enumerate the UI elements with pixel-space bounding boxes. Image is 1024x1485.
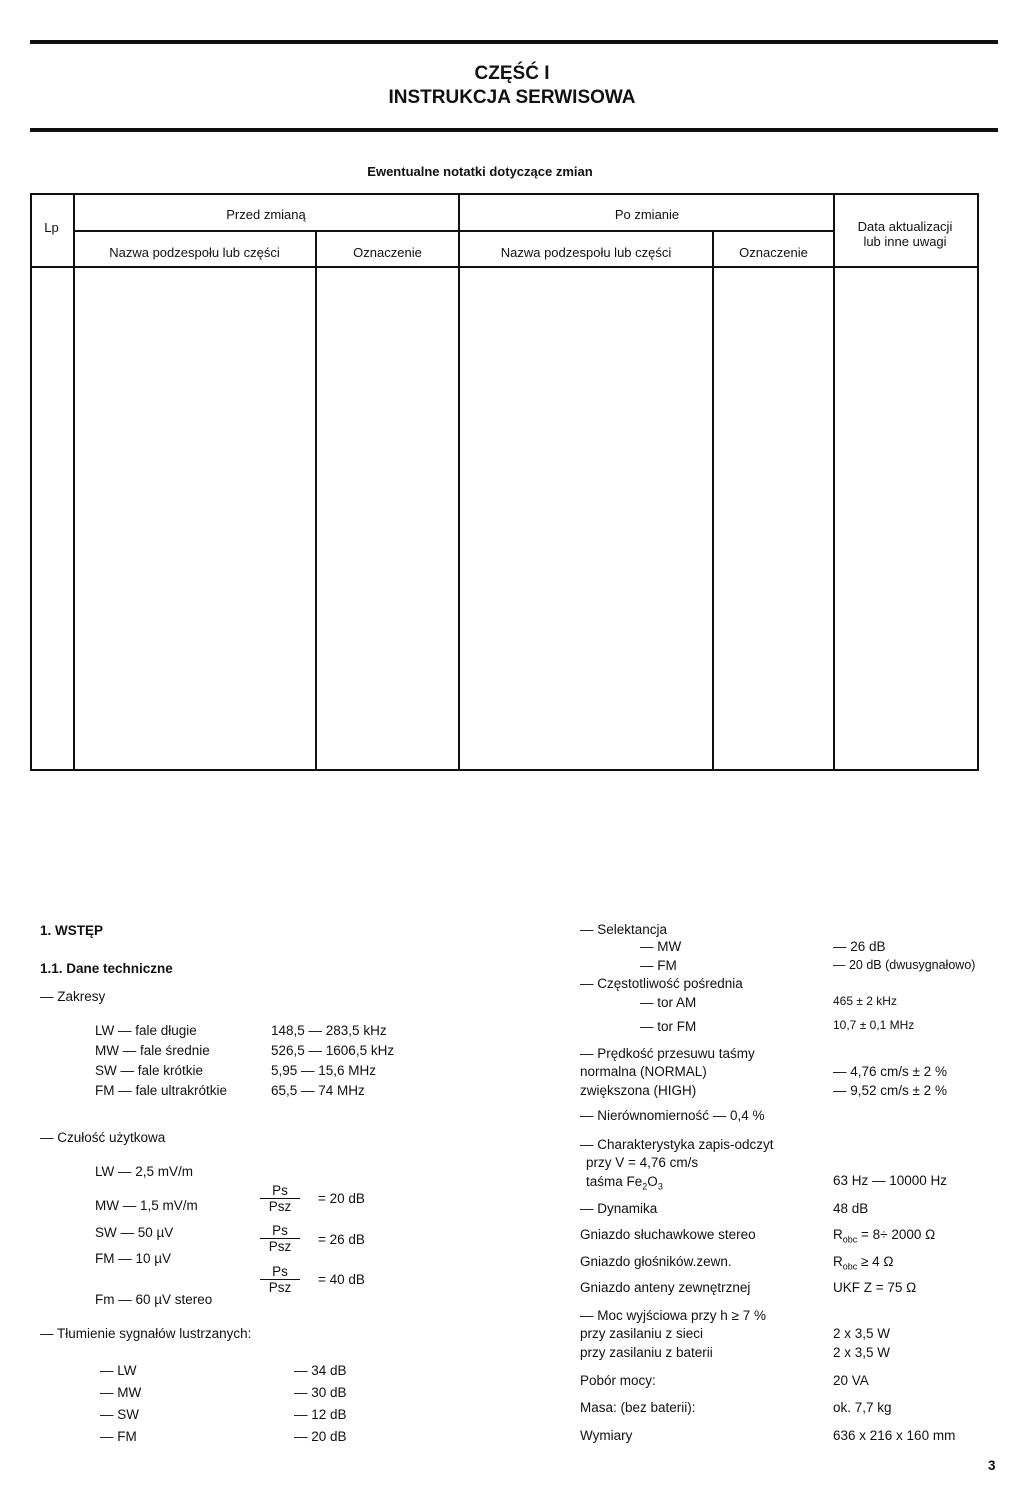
selectance-mw-value: — 26 dB [833,939,886,954]
power-label: — Moc wyjściowa przy h ≥ 7 % [580,1308,766,1323]
power-battery: przy zasilaniu z baterii [580,1345,713,1360]
tape-speed-high-value: — 9,52 cm/s ± 2 % [833,1083,947,1098]
selectance-mw: — MW [640,939,682,954]
consumption-label: Pobór mocy: [580,1373,656,1388]
header-name-after: Nazwa podzespołu lub części [500,245,672,260]
ratio-value: = 26 dB [318,1232,365,1247]
header-mark-before: Oznaczenie [353,245,422,260]
sensitivity-item: FM — 10 µV [95,1251,172,1266]
header-after: Po zmianie [614,207,680,222]
tape-speed-normal-value: — 4,76 cm/s ± 2 % [833,1064,947,1079]
mirror-value: — 30 dB [294,1385,347,1400]
ratio-fraction: Ps Psz [260,1264,300,1296]
wow-flutter: — Nierównomierność — 0,4 % [580,1108,765,1123]
sensitivity-item: SW — 50 µV [95,1225,174,1240]
response-label: — Charakterystyka zapis-odczyt [580,1137,774,1152]
if-am: — tor AM [640,995,697,1010]
table-subheader-rule [74,230,834,232]
mass-value: ok. 7,7 kg [833,1400,892,1415]
title-bottom-rule [30,128,998,132]
col-divider-lp [73,193,75,769]
consumption-value: 20 VA [833,1373,869,1388]
range-label: SW — fale krótkie [95,1063,204,1078]
top-rule [30,40,998,44]
power-battery-value: 2 x 3,5 W [833,1345,891,1360]
page-number: 3 [988,1458,996,1473]
mirror-band: — FM [100,1429,137,1444]
speakers-label: Gniazdo głośników.zewn. [580,1254,732,1269]
range-value: 5,95 — 15,6 MHz [271,1063,377,1078]
power-mains: przy zasilaniu z sieci [580,1326,704,1341]
subsection-heading: 1.1. Dane techniczne [40,961,173,976]
range-label: LW — fale długie [95,1023,197,1038]
headphones-value: $R_{obc} = 8\div 2000$ Ω [833,1227,936,1245]
header-lp: Lp [44,220,59,235]
mass-label: Masa: (bez baterii): [580,1400,696,1415]
section-heading: 1. WSTĘP [40,923,104,938]
headphones-label: Gniazdo słuchawkowe stereo [580,1227,756,1242]
sensitivity-item: Fm — 60 µV stereo [95,1292,213,1307]
part-label: CZĘŚĆ I [474,63,550,84]
if-fm: — tor FM [640,1019,697,1034]
table-frame [30,193,979,771]
response-speed: przy V = 4,76 cm/s [586,1155,699,1170]
col-divider-name-before [315,230,317,769]
tape-speed-high: zwiększona (HIGH) [580,1083,697,1098]
response-value: 63 Hz — 10000 Hz [833,1173,948,1188]
ranges-label: — Zakresy [40,989,106,1004]
header-date: Data aktualizacji lub inne uwagi [857,219,953,249]
page-title [0,62,1024,110]
sensitivity-item: MW — 1,5 mV/m [95,1198,198,1213]
ratio-value: = 20 dB [318,1191,365,1206]
mirror-value: — 20 dB [294,1429,347,1444]
power-mains-value: 2 x 3,5 W [833,1326,891,1341]
notes-heading: Ewentualne notatki dotyczące zmian [367,164,593,179]
mirror-band: — SW [100,1407,139,1422]
tape-speed-label: — Prędkość przesuwu taśmy [580,1046,755,1061]
dynamics-label: — Dynamika [580,1201,658,1216]
range-label: FM — fale ultrakrótkie [95,1083,228,1098]
antenna-label: Gniazdo anteny zewnętrznej [580,1280,751,1295]
speakers-value: $R_{obc} \ge 4$ Ω [833,1254,894,1272]
dimensions-value: 636 x 216 x 160 mm [833,1428,956,1443]
mirror-band: — LW [100,1363,137,1378]
range-value: 65,5 — 74 MHz [271,1083,365,1098]
antenna-value: UKF Z = 75 Ω [833,1280,917,1295]
header-before: Przed zmianą [226,207,306,222]
selectance-fm-value: — 20 dB (dwusygnałowo) [833,958,976,972]
header-name-before: Nazwa podzespołu lub części [109,245,280,260]
header-mark-after: Oznaczenie [739,245,808,260]
mirror-value: — 12 dB [294,1407,347,1422]
sensitivity-item: LW — 2,5 mV/m [95,1164,194,1179]
title-label: INSTRUKCJA SERWISOWA [388,87,636,108]
mirror-band: — MW [100,1385,142,1400]
range-value: 148,5 — 283,5 kHz [271,1023,387,1038]
ratio-value: = 40 dB [318,1272,365,1287]
dimensions-label: Wymiary [580,1428,633,1443]
tape-speed-normal: normalna (NORMAL) [580,1064,707,1079]
col-divider-name-after [712,230,714,769]
selectance-fm: — FM [640,958,677,973]
if-label: — Częstotliwość pośrednia [580,976,743,991]
if-am-value: 465 ± 2 kHz [833,994,897,1008]
mirror-label: — Tłumienie sygnałów lustrzanych: [40,1326,252,1341]
if-fm-value: 10,7 ± 0,1 MHz [833,1018,915,1032]
mirror-value: — 34 dB [294,1363,347,1378]
ratio-fraction: Ps Psz [260,1183,300,1215]
selectance-label: — Selektancja [580,922,668,937]
dynamics-value: 48 dB [833,1201,869,1216]
ratio-fraction: Ps Psz [260,1223,300,1255]
response-tape: taśma $Fe_2O_3$ [586,1174,663,1192]
col-divider-before-after [458,193,460,769]
col-divider-date [833,193,835,769]
sensitivity-label: — Czułość użytkowa [40,1130,166,1145]
range-value: 526,5 — 1606,5 kHz [271,1043,395,1058]
range-label: MW — fale średnie [95,1043,210,1058]
